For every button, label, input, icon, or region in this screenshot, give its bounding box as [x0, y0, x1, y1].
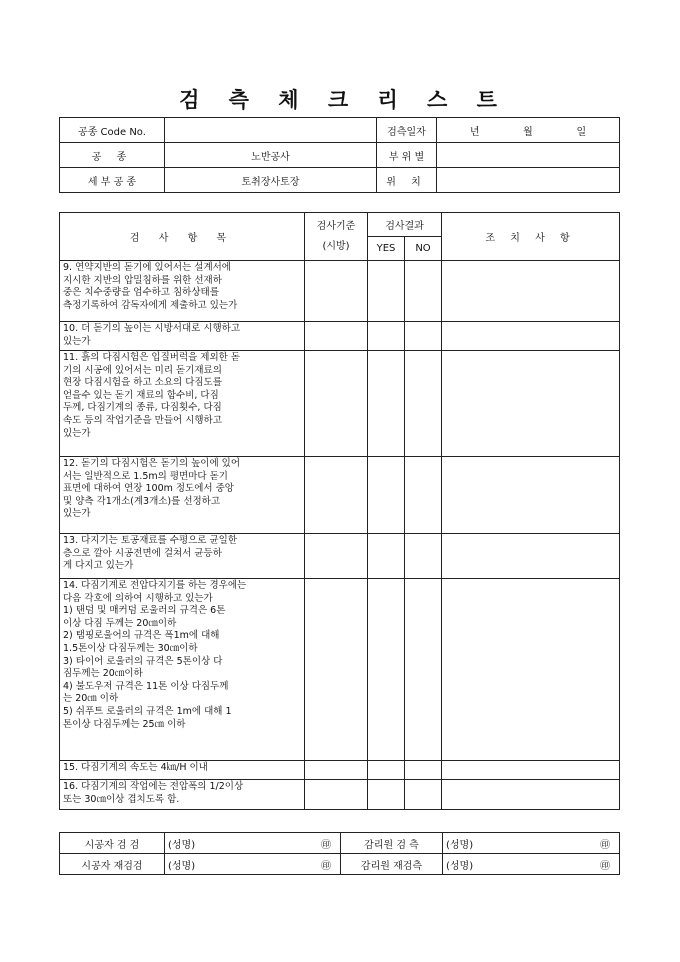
header-table — [59, 117, 620, 193]
position-label: 위 치 — [377, 168, 437, 193]
item-text: 11. 흙의 다짐시험은 입질버럭을 제외한 돋 기의 시공에 있어서는 미리 돋기재료의 현장 다짐시험을 하고 소요의 다짐도를 얻을수 있는 돋기 재료의 함수비, 다짐 두께, 다짐기계의 종류, 다짐횟수, 다짐 속도 등의 작업기준을 만들어 시행하고 있는가 — [60, 351, 305, 457]
yes-cell[interactable] — [368, 351, 405, 457]
document-title: 검 측 체 크 리 스 트 — [179, 87, 501, 112]
year-label: 년 — [469, 126, 480, 138]
table-row — [60, 457, 620, 534]
supervisor-reinspect-label: 감리원 재검측 — [341, 854, 443, 875]
detail-label: 세 부 공 종 — [60, 168, 165, 193]
seal-icon: ㊞ — [600, 860, 610, 872]
action-cell[interactable] — [442, 351, 620, 457]
inspection-table — [59, 212, 620, 810]
item-text: 10. 더 돋기의 높이는 시방서대로 시행하고 있는가 — [60, 322, 305, 351]
day-label: 일 — [576, 126, 587, 138]
contractor-inspect-label: 시공자 검 검 — [60, 833, 165, 854]
no-cell[interactable] — [405, 457, 442, 534]
yes-cell[interactable] — [368, 780, 405, 810]
standard-cell[interactable] — [305, 780, 368, 810]
date-label: 검측일자 — [377, 118, 437, 143]
standard-cell[interactable] — [305, 579, 368, 761]
code-value[interactable] — [165, 118, 377, 143]
table-row — [60, 534, 620, 579]
item-text: 13. 다지기는 토공재료를 수평으로 균일한 층으로 깔아 시공전면에 걸쳐서 균등하 게 다지고 있는가 — [60, 534, 305, 579]
signature-table — [59, 832, 620, 875]
col-action-header: 조 치 사 항 — [442, 213, 620, 261]
standard-cell[interactable] — [305, 761, 368, 780]
seal-icon: ㊞ — [600, 839, 610, 851]
no-cell[interactable] — [405, 761, 442, 780]
action-cell[interactable] — [442, 761, 620, 780]
gongjong-label: 공 종 — [60, 143, 165, 168]
supervisor-reinspect-sign[interactable] — [443, 854, 620, 875]
action-cell[interactable] — [442, 780, 620, 810]
item-text: 15. 다짐기계의 속도는 4㎞/H 이내 — [60, 761, 305, 780]
col-standard-header: 검사기준 (시방) — [305, 213, 368, 261]
item-text: 9. 연약지반의 돋기에 있어서는 설계서에 지시한 지반의 압밀침하를 위한 선재하 중은 치수중량을 엄수하고 침하상태를 측정기록하여 감독자에게 제출하고 있는가 — [60, 261, 305, 322]
table-row — [60, 322, 620, 351]
no-cell[interactable] — [405, 322, 442, 351]
standard-cell[interactable] — [305, 534, 368, 579]
table-row — [60, 780, 620, 810]
no-cell[interactable] — [405, 261, 442, 322]
gongjong-value[interactable]: 노반공사 — [165, 143, 377, 168]
action-cell[interactable] — [442, 457, 620, 534]
table-row — [60, 761, 620, 780]
contractor-reinspect-sign[interactable] — [165, 854, 341, 875]
name-label: (성명) — [446, 839, 474, 851]
month-label: 월 — [523, 126, 533, 138]
yes-cell[interactable] — [368, 261, 405, 322]
table-row — [60, 351, 620, 457]
seal-icon: ㊞ — [321, 839, 331, 851]
col-yes-header: YES — [368, 237, 405, 261]
detail-value[interactable]: 토취장사토장 — [165, 168, 377, 193]
location-value[interactable] — [437, 143, 620, 168]
supervisor-inspect-label: 감리원 검 측 — [341, 833, 443, 854]
yes-cell[interactable] — [368, 322, 405, 351]
standard-cell[interactable] — [305, 261, 368, 322]
action-cell[interactable] — [442, 261, 620, 322]
name-label: (성명) — [446, 860, 474, 872]
yes-cell[interactable] — [368, 457, 405, 534]
yes-cell[interactable] — [368, 534, 405, 579]
supervisor-inspect-sign[interactable] — [443, 833, 620, 854]
table-row — [60, 579, 620, 761]
no-cell[interactable] — [405, 579, 442, 761]
standard-cell[interactable] — [305, 322, 368, 351]
col-items-header: 검 사 항 목 — [60, 213, 305, 261]
action-cell[interactable] — [442, 579, 620, 761]
col-result-header: 검사결과 — [368, 213, 442, 237]
no-cell[interactable] — [405, 351, 442, 457]
yes-cell[interactable] — [368, 761, 405, 780]
contractor-reinspect-label: 시공자 재검검 — [60, 854, 165, 875]
item-text: 12. 돋기의 다짐시험은 돋기의 높이에 있어 서는 일반적으로 1.5m의 평면마다 돋기 표면에 대하여 연장 100m 정도에서 중앙 및 양측 각1개소(계3개소)를 선정하고 있는가 — [60, 457, 305, 534]
no-cell[interactable] — [405, 780, 442, 810]
position-value[interactable] — [437, 168, 620, 193]
action-cell[interactable] — [442, 534, 620, 579]
name-label: (성명) — [168, 839, 196, 851]
item-text: 14. 다짐기계로 전압다지기를 하는 경우에는 다음 각호에 의하여 시행하고 있는가 1) 탠덤 및 매커덤 로울러의 규격은 6톤 이상 다짐 두께는 20㎝이하 2) 탬핑로울어의 규격은 폭1m에 대해 1.5톤이상 다짐두께는 30㎝이하 3) 타이어 로울러의 규격은 5톤이상 다 짐두께는 20㎝이하 4) 불도우저 규격은 11톤 이상 다짐두께 는 20㎝ 이하 5) 쉬푸트 로울러의 규격은 1m에 대해 1 톤이상 다짐두께는 25㎝ 이하 — [60, 579, 305, 761]
col-no-header: NO — [405, 237, 442, 261]
code-label: 공종 Code No. — [60, 118, 165, 143]
standard-cell[interactable] — [305, 351, 368, 457]
item-text: 16. 다짐기계의 작업에는 전압폭의 1/2이상 또는 30㎝이상 겹치도록 함. — [60, 780, 305, 810]
action-cell[interactable] — [442, 322, 620, 351]
seal-icon: ㊞ — [321, 860, 331, 872]
no-cell[interactable] — [405, 534, 442, 579]
date-value[interactable] — [437, 118, 620, 143]
contractor-inspect-sign[interactable] — [165, 833, 341, 854]
standard-cell[interactable] — [305, 457, 368, 534]
name-label: (성명) — [168, 860, 196, 872]
yes-cell[interactable] — [368, 579, 405, 761]
location-label: 부 위 별 — [377, 143, 437, 168]
table-row — [60, 261, 620, 322]
